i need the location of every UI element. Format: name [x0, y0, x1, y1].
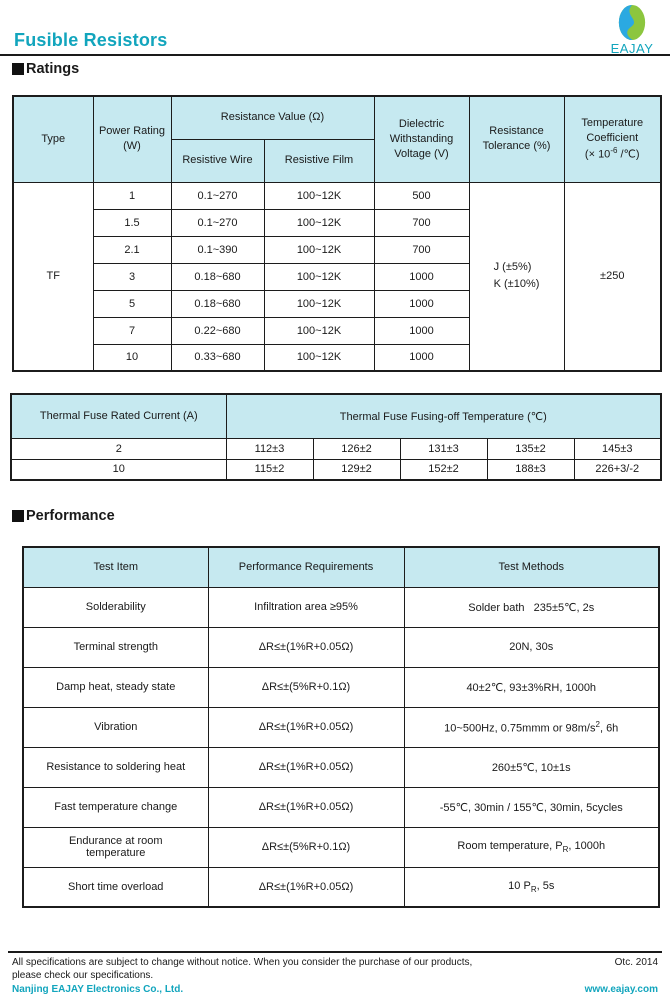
section-marker-icon	[12, 63, 24, 75]
table-row	[23, 627, 659, 667]
temp-cell: 145±3	[574, 438, 661, 459]
voltage-cell: 500	[374, 182, 469, 209]
film-cell: 100~12K	[264, 236, 374, 263]
wire-cell: 0.1~270	[171, 209, 264, 236]
performance-heading-label: Performance	[26, 508, 115, 524]
col-header-resistive-wire: Resistive Wire	[171, 139, 264, 182]
film-cell: 100~12K	[264, 209, 374, 236]
requirement-cell: ΔR≤±(1%R+0.05Ω)	[208, 787, 404, 827]
requirement-cell: ΔR≤±(1%R+0.05Ω)	[208, 627, 404, 667]
wire-cell: 0.18~680	[171, 290, 264, 317]
section-marker-icon	[12, 510, 24, 522]
method-cell: 10~500Hz, 0.75mmm or $98m/s^2$, 6h	[404, 707, 659, 747]
disclaimer-line-2: please check our specifications.	[12, 970, 154, 981]
temp-cell: 131±3	[400, 438, 487, 459]
test-item-cell: Vibration	[23, 707, 208, 747]
table-row	[23, 747, 659, 787]
test-item-cell: Fast temperature change	[23, 787, 208, 827]
requirement-cell: ΔR≤±(5%R+0.1Ω)	[208, 667, 404, 707]
temp-cell: 126±2	[313, 438, 400, 459]
requirement-cell: Infiltration area ≥95%	[208, 587, 404, 627]
table-row	[23, 587, 659, 627]
col-header-resistive-film: Resistive Film	[264, 139, 374, 182]
temp-cell: 188±3	[487, 459, 574, 480]
power-cell: 3	[93, 263, 171, 290]
method-cell: 20N, 30s	[404, 627, 659, 667]
col-header-resistance-value: Resistance Value (Ω)	[171, 96, 374, 139]
wire-cell: 0.18~680	[171, 263, 264, 290]
power-cell: 5	[93, 290, 171, 317]
method-cell: 40±2℃, 93±3%RH, 1000h	[404, 667, 659, 707]
temp-cell: 226+3/-2	[574, 459, 661, 480]
temp-cell: 112±3	[226, 438, 313, 459]
test-item-cell: Damp heat, steady state	[23, 667, 208, 707]
method-cell: Room temperature, $P_R$, 1000h	[404, 827, 659, 867]
disclaimer-line-1: All specifications are subject to change without notice. When you consider the purchase of our products,	[12, 956, 473, 968]
performance-section-heading	[12, 508, 670, 524]
test-item-cell: Resistance to soldering heat	[23, 747, 208, 787]
eajay-leaf-icon	[606, 4, 658, 41]
table-row	[23, 867, 659, 907]
table-row	[23, 787, 659, 827]
method-cell: 260±5℃, 10±1s	[404, 747, 659, 787]
table-row	[11, 459, 661, 480]
power-cell: 7	[93, 317, 171, 344]
test-item-cell: Solderability	[23, 587, 208, 627]
table-row	[23, 707, 659, 747]
temp-cell: 129±2	[313, 459, 400, 480]
col-header-performance-requirements: Performance Requirements	[208, 547, 404, 587]
col-header-fusing-off-temperature: Thermal Fuse Fusing-off Temperature (℃)	[226, 394, 661, 438]
ratings-section-heading	[12, 61, 670, 77]
col-header-type: Type	[13, 96, 93, 182]
method-cell: -55℃, 30min / 155℃, 30min, 5cycles	[404, 787, 659, 827]
thermal-fuse-table	[10, 393, 662, 481]
footer-divider	[8, 951, 662, 953]
col-header-rated-current: Thermal Fuse Rated Current (A)	[11, 394, 226, 438]
requirement-cell: ΔR≤±(1%R+0.05Ω)	[208, 707, 404, 747]
temp-cell: 152±2	[400, 459, 487, 480]
thermal-header-row	[11, 394, 661, 438]
wire-cell: 0.22~680	[171, 317, 264, 344]
table-row	[23, 667, 659, 707]
company-logo	[606, 4, 658, 56]
temp-cell: 115±2	[226, 459, 313, 480]
table-row	[13, 182, 661, 209]
power-cell: 10	[93, 344, 171, 371]
ratings-heading-label: Ratings	[26, 61, 80, 77]
film-cell: 100~12K	[264, 344, 374, 371]
performance-header-row	[23, 547, 659, 587]
col-header-resistance-tolerance: Resistance Tolerance (%)	[469, 96, 564, 182]
date-label: Otc. 2014	[614, 956, 658, 968]
film-cell: 100~12K	[264, 317, 374, 344]
type-cell: TF	[13, 182, 93, 371]
page-header	[0, 0, 670, 56]
test-item-cell: Endurance at room temperature	[23, 827, 208, 867]
page-footer	[8, 951, 662, 997]
table-row	[23, 827, 659, 867]
test-item-cell: Terminal strength	[23, 627, 208, 667]
col-header-test-methods: Test Methods	[404, 547, 659, 587]
requirement-cell: ΔR≤±(1%R+0.05Ω)	[208, 867, 404, 907]
company-name: Nanjing EAJAY Electronics Co., Ltd.	[12, 983, 184, 995]
film-cell: 100~12K	[264, 290, 374, 317]
method-cell: Solder bath 235±5℃, 2s	[404, 587, 659, 627]
wire-cell: 0.1~270	[171, 182, 264, 209]
power-cell: 2.1	[93, 236, 171, 263]
wire-cell: 0.33~680	[171, 344, 264, 371]
ratings-table	[12, 95, 662, 372]
performance-table	[22, 546, 660, 908]
voltage-cell: 1000	[374, 317, 469, 344]
col-header-dielectric-voltage: Dielectric Withstanding Voltage (V)	[374, 96, 469, 182]
voltage-cell: 1000	[374, 290, 469, 317]
tolerance-cell: J (±5%) K (±10%)	[469, 182, 564, 371]
temp-coefficient-cell: ±250	[564, 182, 661, 371]
temp-cell: 135±2	[487, 438, 574, 459]
method-cell: 10 $P_R$, 5s	[404, 867, 659, 907]
header-divider	[0, 54, 670, 56]
current-cell: 10	[11, 459, 226, 480]
col-header-temperature-coefficient: Temperature Coefficient (× $10^{-6}$ /℃)	[564, 96, 661, 182]
voltage-cell: 700	[374, 209, 469, 236]
power-cell: 1	[93, 182, 171, 209]
voltage-cell: 700	[374, 236, 469, 263]
ratings-header-row-1	[13, 96, 661, 139]
requirement-cell: ΔR≤±(1%R+0.05Ω)	[208, 747, 404, 787]
current-cell: 2	[11, 438, 226, 459]
col-header-power-rating: Power Rating (W)	[93, 96, 171, 182]
wire-cell: 0.1~390	[171, 236, 264, 263]
website-link[interactable]: www.eajay.com	[584, 983, 658, 995]
page-title: Fusible Resistors	[14, 30, 168, 50]
requirement-cell: ΔR≤±(5%R+0.1Ω)	[208, 827, 404, 867]
table-row	[11, 438, 661, 459]
voltage-cell: 1000	[374, 263, 469, 290]
film-cell: 100~12K	[264, 263, 374, 290]
power-cell: 1.5	[93, 209, 171, 236]
film-cell: 100~12K	[264, 182, 374, 209]
col-header-test-item: Test Item	[23, 547, 208, 587]
logo-wordmark: EAJAY	[610, 41, 654, 56]
test-item-cell: Short time overload	[23, 867, 208, 907]
voltage-cell: 1000	[374, 344, 469, 371]
